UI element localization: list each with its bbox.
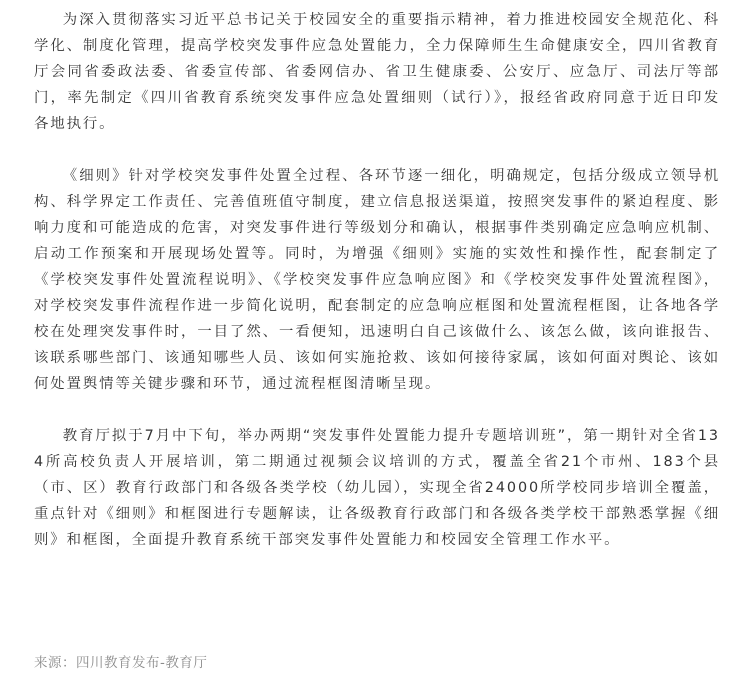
article-body	[34, 7, 720, 579]
article-paragraph-1: 为深入贯彻落实习近平总书记关于校园安全的重要指示精神，着力推进校园安全规范化、科学化、制度化管理，提高学校突发事件应急处置能力，全力保障师生生命健康安全，四川省教育厅会同省委政法委、省委宣传部、省委网信办、省卫生健康委、公安厅、应急厅、司法厅等部门，率先制定《四川省教育系统突发事件应急处置细则（试行）》，报经省政府同意于近日印发各地执行。	[34, 12, 720, 132]
article-source: 来源：四川教育发布-教育厅	[34, 655, 208, 671]
article-paragraph-3: 教育厅拟于7月中下旬，举办两期“突发事件处置能力提升专题培训班”，第一期针对全省134所高校负责人开展培训，第二期通过视频会议培训的方式，覆盖全省21个市州、183个县（市、区）教育行政部门和各级各类学校（幼儿园），实现全省24000所学校同步培训全覆盖，重点针对《细则》和框图进行专题解读，让各级教育行政部门和各级各类学校干部熟悉掌握《细则》和框图，全面提升教育系统干部突发事件处置能力和校园安全管理工作水平。	[34, 428, 720, 548]
article-paragraph-2: 《细则》针对学校突发事件处置全过程、各环节逐一细化，明确规定，包括分级成立领导机构、科学界定工作责任、完善值班值守制度，建立信息报送渠道，按照突发事件的紧迫程度、影响力度和可能造成的危害，对突发事件进行等级划分和确认，根据事件类别确定应急响应机制、启动工作预案和开展现场处置等。同时，为增强《细则》实施的实效性和操作性，配套制定了《学校突发事件处置流程说明》、《学校突发事件应急响应图》和《学校突发事件处置流程图》，对学校突发事件流程作进一步简化说明，配套制定的应急响应框图和处置流程框图，让各地各学校在处理突发事件时，一目了然、一看便知，迅速明白自己该做什么、该怎么做，该向谁报告、该联系哪些部门、该通知哪些人员、该如何实施抢救、该如何接待家属，该如何面对舆论、该如何处置舆情等关键步骤和环节，通过流程框图清晰呈现。	[34, 168, 720, 392]
